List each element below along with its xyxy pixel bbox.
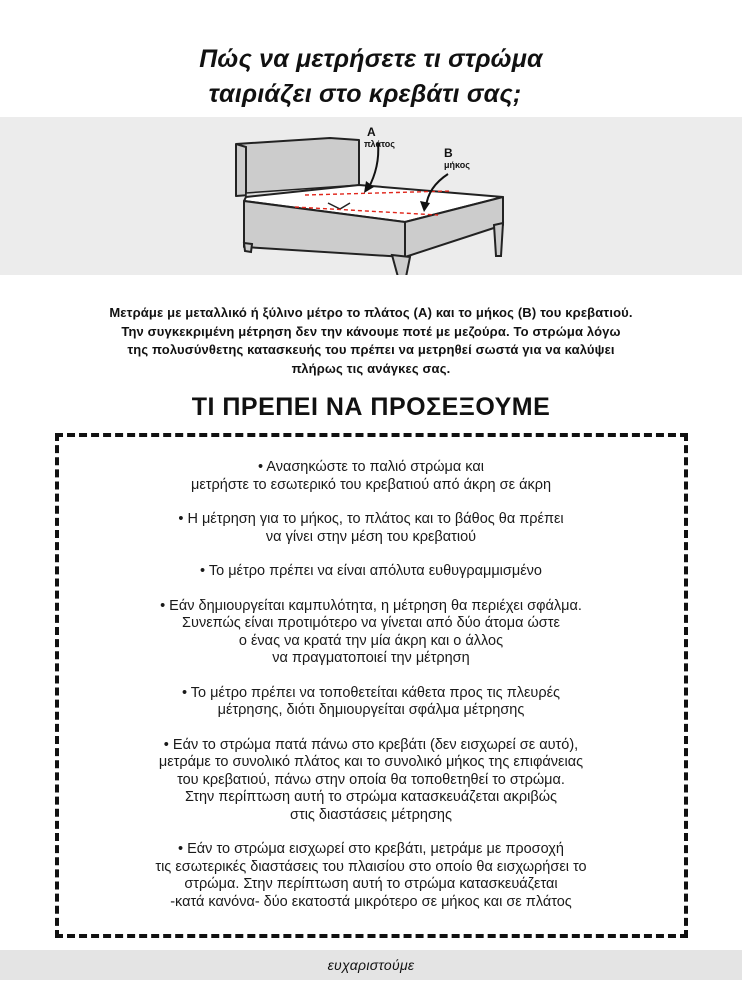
- tip-item: [60, 511, 682, 546]
- tip-item: [60, 685, 682, 720]
- tip-line: • Ανασηκώστε το παλιό στρώμα και: [258, 459, 484, 475]
- tip-line: • Εάν το στρώμα εισχωρεί στο κρεβάτι, μετράμε με προσοχή: [178, 841, 564, 857]
- tip-line: -κατά κανόνα- δύο εκατοστά μικρότερο σε μήκος και σε πλάτος: [170, 893, 572, 910]
- bed-leg-back: [494, 223, 503, 256]
- footer-thanks: ευχαριστούμε: [0, 950, 742, 980]
- tip-line: στις διαστάσεις μέτρησης: [290, 806, 452, 823]
- label-b-letter: B: [444, 146, 453, 160]
- title-line-2: ταιριάζει στο κρεβάτι σας;: [208, 80, 522, 108]
- page-title: [0, 42, 742, 112]
- tip-line: • Εάν δημιουργείται καμπυλότητα, η μέτρηση θα περιέχει σφάλμα.: [160, 597, 582, 614]
- bed-leg-left: [244, 243, 252, 252]
- tip-line: στρώμα. Στην περίπτωση αυτή το στρώμα κατασκευάζεται: [184, 876, 558, 892]
- tip-item: [60, 459, 682, 494]
- tip-item: [60, 598, 682, 668]
- tip-line: μέτρησης, διότι δημιουργείται σφάλμα μέτρησης: [217, 702, 525, 718]
- label-a-word: πλάτος: [364, 139, 395, 149]
- intro-line: της πολυσύνθετης κατασκευής του πρέπει να μετρηθεί σωστά για να καλύψει: [127, 342, 615, 357]
- tip-line: μετράμε το συνολικό πλάτος και το συνολικό μήκος της επιφάνειας: [158, 754, 584, 770]
- tip-line: • Το μέτρο πρέπει να τοποθετείται κάθετα προς τις πλευρές: [181, 684, 561, 701]
- intro-line: Την συγκεκριμένη μέτρηση δεν την κάνουμε ποτέ με μεζούρα. Το στρώμα λόγω: [121, 323, 621, 339]
- tips-list: [60, 459, 682, 928]
- intro-paragraph: [30, 304, 712, 378]
- tip-line: • Η μέτρηση για το μήκος, το πλάτος και το βάθος θα πρέπει: [178, 511, 564, 527]
- label-b-word: μήκος: [444, 160, 470, 170]
- tip-item: [60, 737, 682, 825]
- tip-line: να γίνει στην μέση του κρεβατιού: [265, 528, 477, 545]
- bed-leg-front: [392, 255, 410, 275]
- tip-item: [60, 563, 682, 581]
- tip-line: μετρήστε το εσωτερικό του κρεβατιού από άκρη σε άκρη: [190, 476, 552, 493]
- section-heading: ΤΙ ΠΡΕΠΕΙ ΝΑ ΠΡΟΣΕΞΟΥΜΕ: [191, 393, 551, 421]
- tip-line: να πραγματοποιεί την μέτρηση: [272, 650, 470, 666]
- intro-line: Μετράμε με μεταλλικό ή ξύλινο μέτρο το πλάτος (A) και το μήκος (B) του κρεβατιού.: [109, 305, 633, 320]
- intro-line: πλήρως τις ανάγκες σας.: [291, 360, 451, 376]
- label-width: [364, 125, 395, 150]
- tip-line: Συνεπώς είναι προτιμότερο να γίνεται από δύο άτομα ώστε: [182, 615, 560, 631]
- tip-line: ο ένας να κρατά την μία άκρη και ο άλλος: [238, 632, 504, 649]
- title-line-1: Πώς να μετρήσετε τι στρώμα: [199, 45, 543, 73]
- tip-line: • Το μέτρο πρέπει να είναι απόλυτα ευθυγραμμισμένο: [200, 563, 542, 579]
- tip-line: του κρεβατιού, πάνω στην οποία θα τοποθετηθεί το στρώμα.: [177, 771, 565, 788]
- tip-line: Στην περίπτωση αυτή το στρώμα κατασκευάζεται ακριβώς: [184, 789, 558, 805]
- tip-item: [60, 841, 682, 911]
- tip-line: • Εάν το στρώμα πατά πάνω στο κρεβάτι (δεν εισχωρεί σε αυτό),: [163, 736, 579, 753]
- label-length: [444, 147, 470, 171]
- label-a-letter: A: [367, 125, 376, 139]
- tip-line: τις εσωτερικές διαστάσεις του πλαισίου στο οποίο θα εισχωρήσει το: [155, 858, 587, 875]
